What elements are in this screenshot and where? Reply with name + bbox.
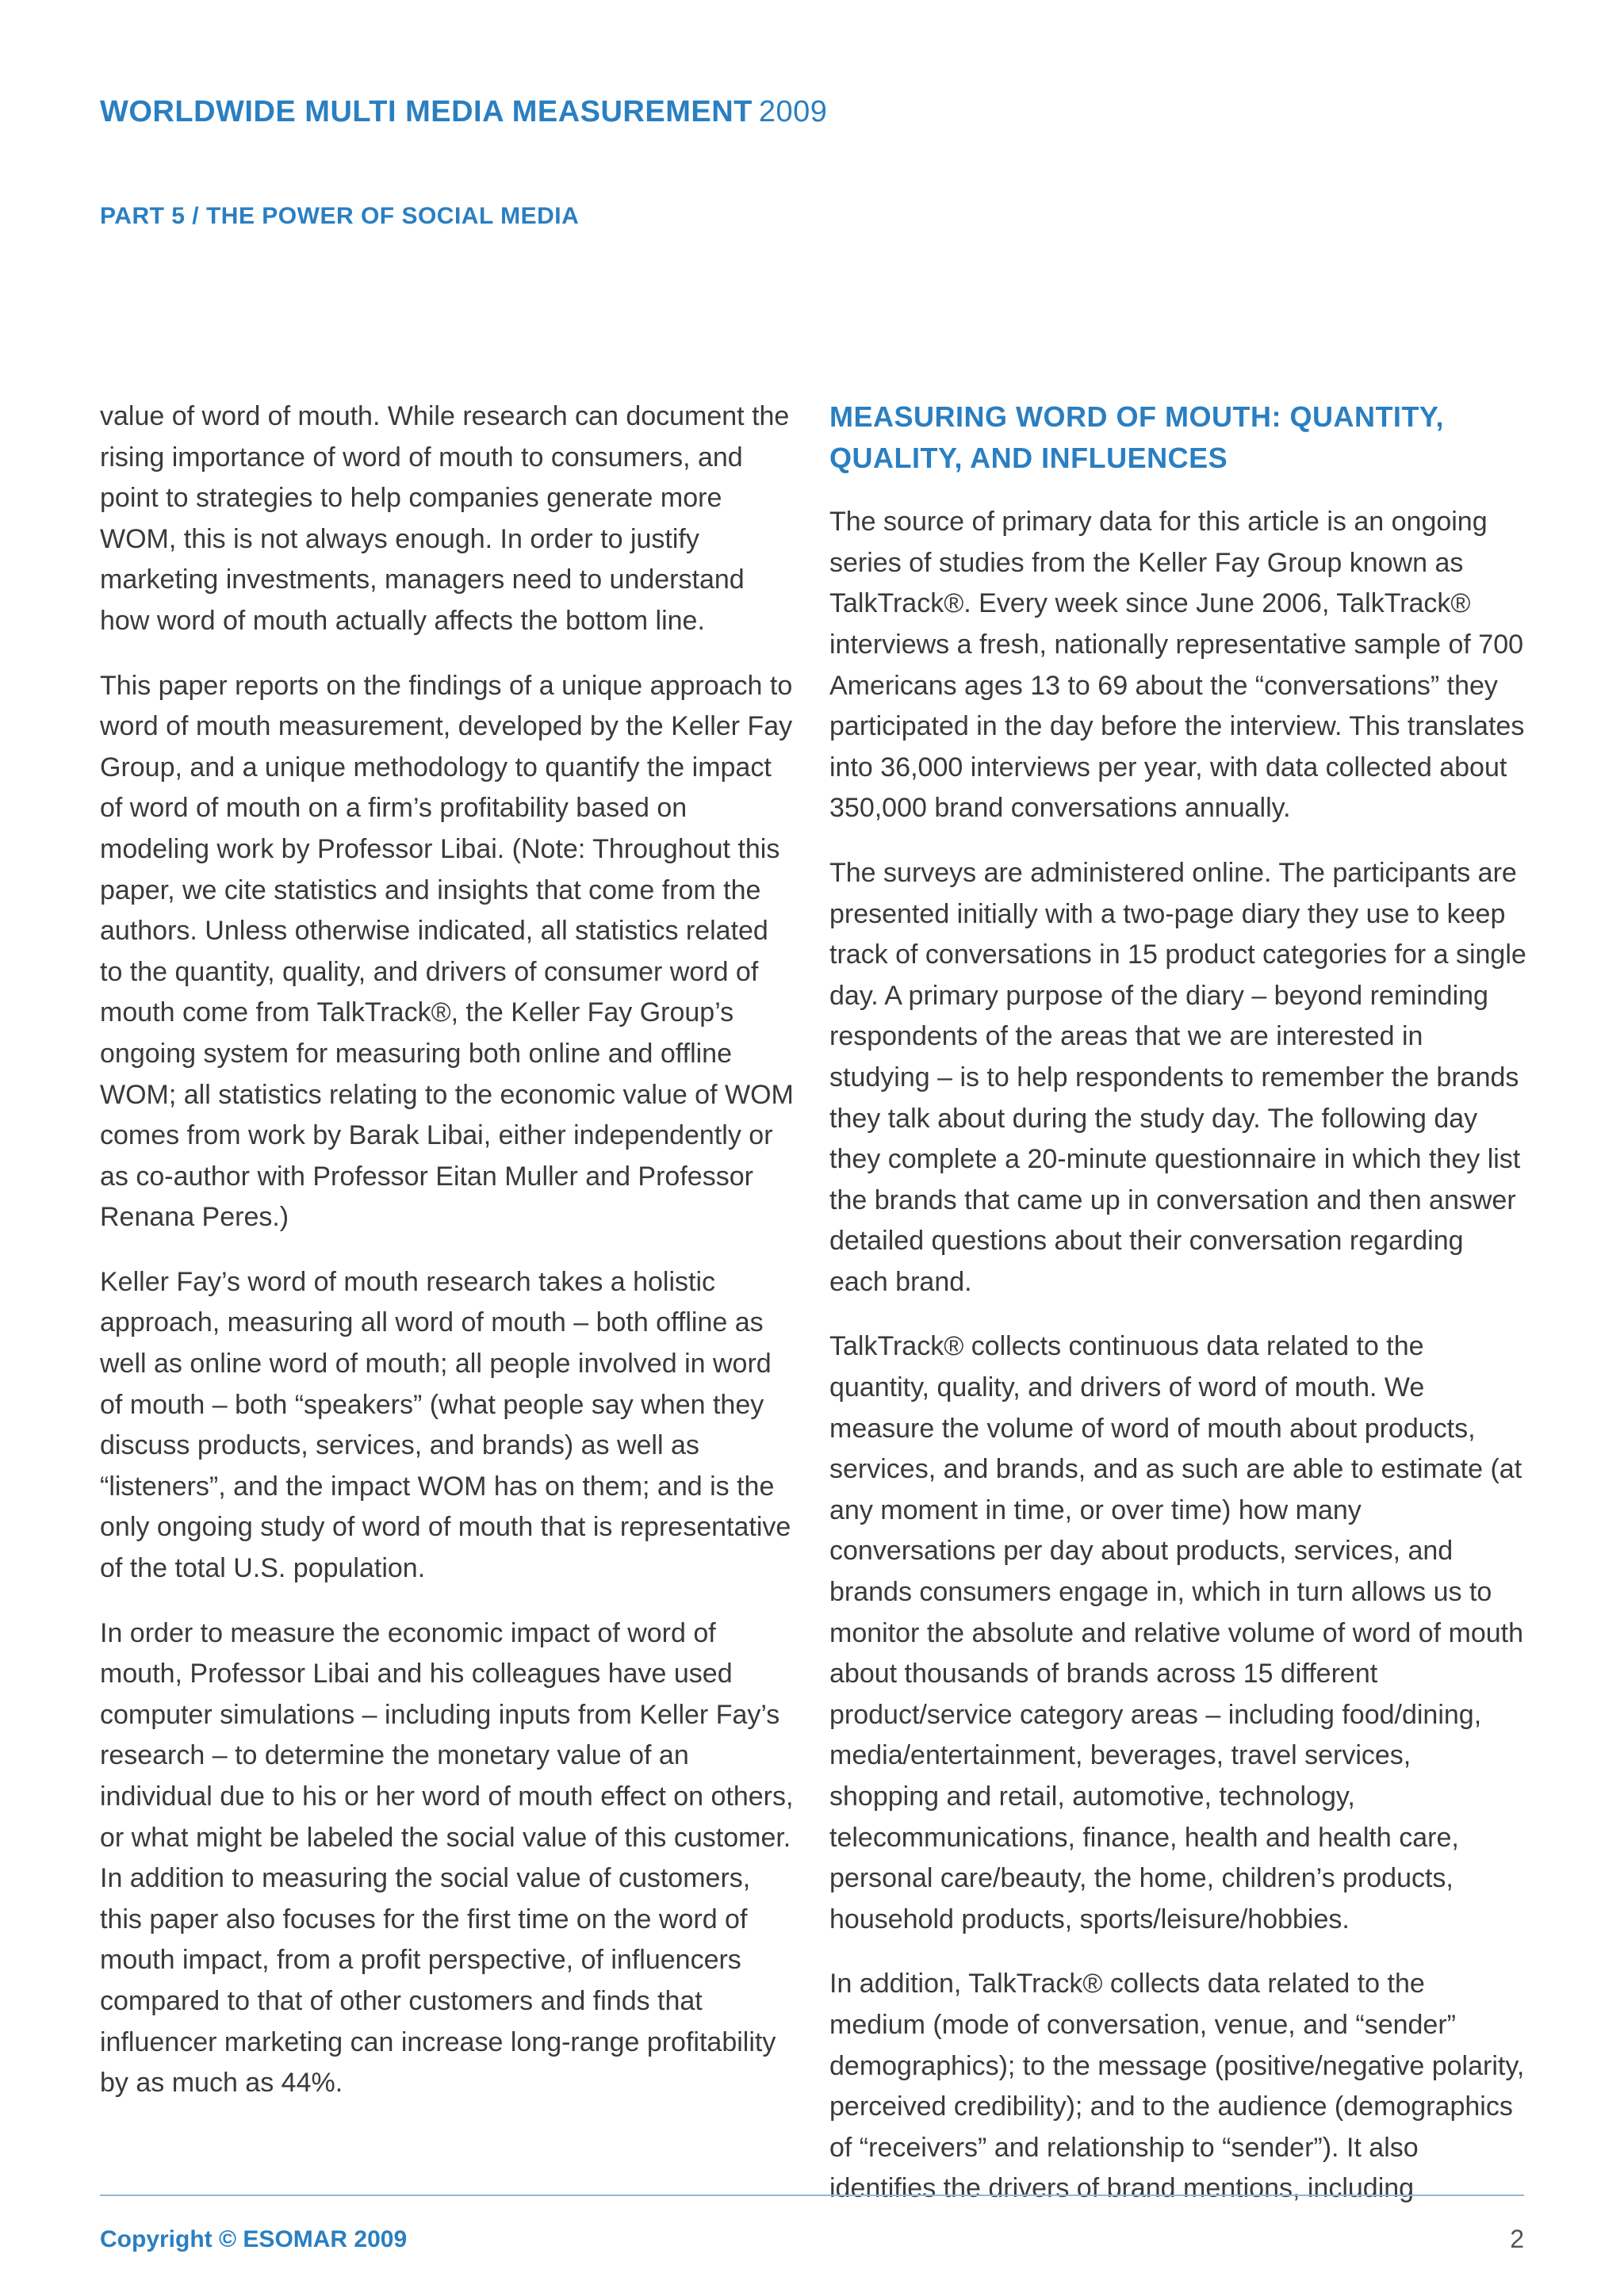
left-paragraph-3: Keller Fay’s word of mouth research takes a holistic approach, measuring all word of mouth – both offline as well as online word of mouth; all people involved in word of mouth – both “speakers” (what people say when they discuss products, services, and brands) as well as “listeners”, and the impact WOM has on them; and is the only ongoing study of word of mouth that is representative of the total U.S. population. [100, 1266, 791, 1584]
document-title-year: 2009 [758, 95, 828, 128]
section-heading: MEASURING WORD OF MOUTH: QUANTITY, QUALITY, AND INFLUENCES [829, 400, 1444, 474]
right-paragraph-3: TalkTrack® collects continuous data related to the quantity, quality, and drivers of word of mouth. We measure the volume of word of mouth about products, services, and brands, and as such are able to estimate (at any moment in time, or over time) how many conversations per day about products, services, and brands consumers engage in, which in turn allows us to monitor the absolute and relative volume of word of mouth about thousands of brands across 15 different product/service category areas – including food/dining, media/entertainment, beverages, travel services, shopping and retail, automotive, technology, telecommunications, finance, health and health care, personal care/beauty, the home, children’s products, household products, sports/leisure/hobbies. [829, 1331, 1524, 1934]
right-paragraph-2: The surveys are administered online. The participants are presented initially with a two-page diary they use to keep track of conversations in 15 product categories for a single day. A primary purpose of the diary – beyond reminding respondents of the areas that we are interested in studying – is to help respondents to remember the brands they talk about during the study day. The following day they complete a 20-minute questionnaire in which they list the brands that came up in conversation and then answer detailed questions about their conversation regarding each brand. [829, 857, 1526, 1297]
footer-divider [100, 2195, 1524, 2196]
right-paragraph-1: The source of primary data for this article is an ongoing series of studies from the Keller Fay Group known as TalkTrack®. Every week since June 2006, TalkTrack® interviews a fresh, nationally representative sample of 700 Americans ages 13 to 69 about the “conversations” they participated in the day before the interview. This translates into 36,000 interviews per year, with data collected about 350,000 brand conversations annually. [829, 507, 1525, 824]
left-paragraph-2: This paper reports on the findings of a unique approach to word of mouth measurement, developed by the Keller Fay Group, and a unique methodology to quantify the impact of word of mouth on a firm’s profitability based on modeling work by Professor Libai. (Note: Throughout this paper, we cite statistics and insights that come from the authors. Unless otherwise indicated, all statistics related to the quantity, quality, and drivers of consumer word of mouth come from TalkTrack®, the Keller Fay Group’s ongoing system for measuring both online and offline WOM; all statistics relating to the economic value of WOM comes from work by Barak Libai, either independently or as co-author with Professor Eitan Muller and Professor Renana Peres.) [100, 670, 794, 1233]
right-column [829, 396, 1527, 2233]
document-title-text: WORLDWIDE MULTI MEDIA MEASUREMENT [100, 95, 753, 128]
left-paragraph-4: In order to measure the economic impact of word of mouth, Professor Libai and his colleagues have used computer simulations – including inputs from Keller Fay’s research – to determine the monetary value of an individual due to his or her word of mouth effect on others, or what might be labeled the social value of this customer. In addition to measuring the social value of customers, this paper also focuses for the first time on the word of mouth impact, from a profit perspective, of influencers compared to that of other customers and finds that influencer marketing can increase long-range profitability by as much as 44%. [100, 1617, 794, 2099]
section-part-label: PART 5 / THE POWER OF SOCIAL MEDIA [100, 203, 580, 229]
document-title [100, 95, 827, 129]
right-paragraph-4: In addition, TalkTrack® collects data related to the medium (mode of conversation, venue, and “sender” demographics); to the message (positive/negative polarity, perceived credibility); and to the audience (demographics of “receivers” and relationship to “sender”). It also identifies the drivers of brand mentions, including [829, 1969, 1525, 2204]
footer-copyright: Copyright © ESOMAR 2009 [100, 2226, 408, 2252]
page-number: 2 [1510, 2225, 1524, 2253]
left-column [100, 396, 798, 2128]
left-paragraph-1: value of word of mouth. While research can document the rising importance of word of mouth to consumers, and point to strategies to help companies generate more WOM, this is not always enough. In order to justify marketing investments, managers need to understand how word of mouth actually affects the bottom line. [100, 401, 790, 636]
